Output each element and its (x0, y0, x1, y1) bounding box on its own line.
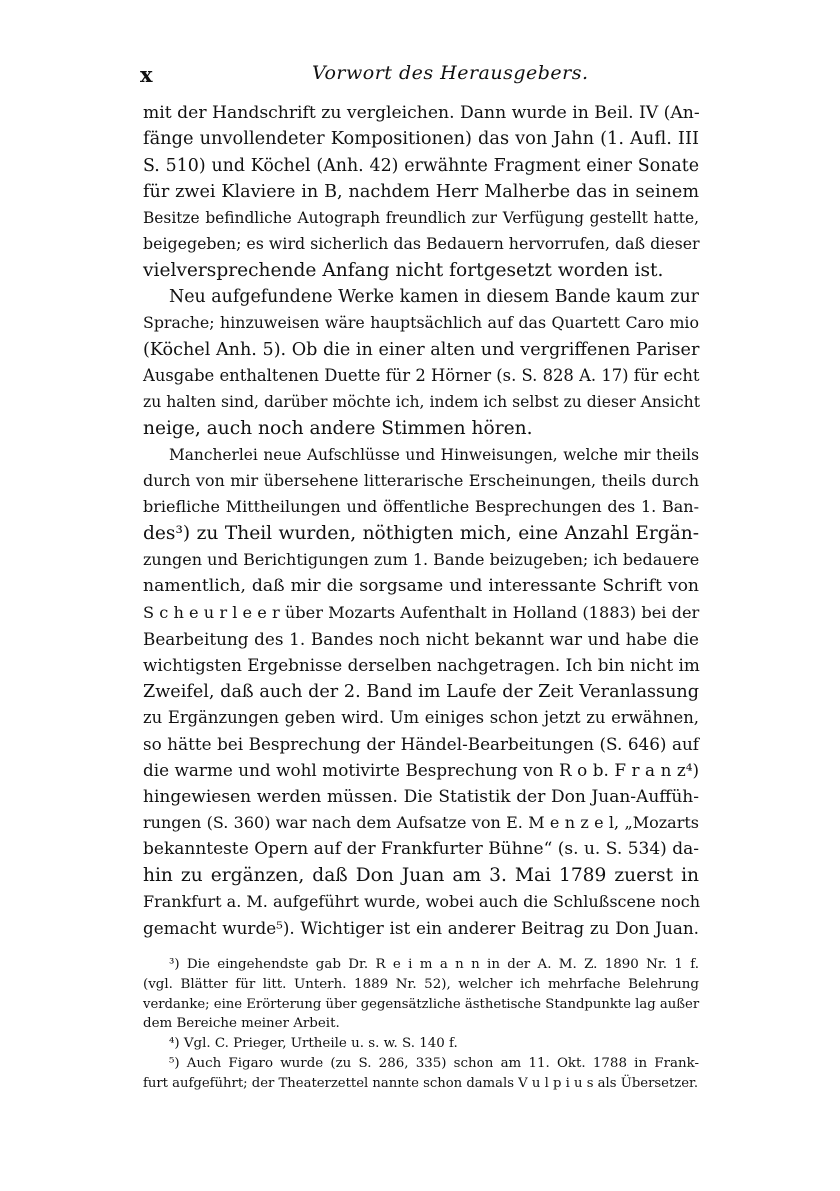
text-line: S c h e u r l e e r über Mozarts Aufenthalt in Holland (1883) bei der (143, 602, 700, 622)
text-line: wichtigsten Ergebnisse derselben nachgetragen. Ich bin nicht im (143, 655, 700, 676)
text-line: des³) zu Theil wurden, nöthigten mich, eine Anzahl Ergän- (143, 522, 699, 544)
text-line: Mancherlei neue Aufschlüsse und Hinweisungen, welche mir theils (169, 445, 699, 464)
footnote-line: (vgl. Blätter für litt. Unterh. 1889 Nr. 52), welcher ich mehrfache Belehrung (143, 976, 699, 992)
text-line: zungen und Berichtigungen zum 1. Bande beizugeben; ich bedauere (143, 550, 700, 570)
text-line: mit der Handschrift zu vergleichen. Dann wurde in Beil. IV (An- (143, 103, 700, 123)
text-line: die warme und wohl motivirte Besprechung von R o b. F r a n z⁴) (143, 760, 699, 781)
running-title: Vorwort des Herausgebers. (312, 62, 589, 84)
text-line: namentlich, daß mir die sorgsame und interessante Schrift von (143, 576, 699, 597)
text-line: hin zu ergänzen, daß Don Juan am 3. Mai 1789 zuerst in (143, 864, 699, 886)
text-line: beigegeben; es wird sicherlich das Bedauern hervorrufen, daß dieser (143, 234, 700, 254)
text-line: Neu aufgefundene Werke kamen in diesem Bande kaum zur (169, 287, 699, 308)
footnotes (143, 955, 699, 1094)
text-line: Besitze befindliche Autograph freundlich zur Verfügung gestellt hatte, (143, 209, 699, 228)
text-line: fänge unvollendeter Kompositionen) das von Jahn (1. Aufl. III (143, 128, 699, 150)
text-line: durch von mir übersehene litterarische Erscheinungen, theils durch (143, 471, 699, 491)
text-line: zu halten sind, darüber möchte ich, indem ich selbst zu dieser Ansicht (143, 393, 700, 412)
page-number: x (140, 62, 154, 87)
text-line: Frankfurt a. M. aufgeführt wurde, wobei auch die Schlußscene noch (143, 891, 701, 911)
footnote-line: ⁵) Auch Figaro wurde (zu S. 286, 335) schon am 11. Okt. 1788 in Frank- (169, 1055, 699, 1071)
footnote-line: dem Bereiche meiner Arbeit. (143, 1016, 340, 1032)
text-line: Bearbeitung des 1. Bandes noch nicht bekannt war und habe die (143, 628, 699, 649)
text-line: briefliche Mittheilungen und öffentliche Besprechungen des 1. Ban- (143, 497, 699, 517)
text-line: so hätte bei Besprechung der Händel-Bearbeitungen (S. 646) auf (143, 734, 699, 755)
footnote-line: furt aufgeführt; der Theaterzettel nannte schon damals V u l p i u s als Übersetzer. (143, 1075, 699, 1091)
body-text (143, 100, 699, 942)
text-line: vielversprechende Anfang nicht fortgesetzt worden ist. (143, 259, 664, 281)
footnote-line: ⁴) Vgl. C. Prieger, Urtheile u. s. w. S. 140 f. (169, 1036, 458, 1052)
text-line: S. 510) und Köchel (Anh. 42) erwähnte Fragment einer Sonate (143, 155, 699, 176)
page-header (136, 60, 706, 90)
text-line: Ausgabe enthaltenen Duette für 2 Hörner (s. S. 828 A. 17) für echt (143, 365, 700, 385)
footnote-line: ³) Die eingehendste gab Dr. R e i m a n n in der A. M. Z. 1890 Nr. 1 f. (169, 957, 699, 972)
text-line: hingewiesen werden müssen. Die Statistik der Don Juan-Auffüh- (143, 786, 699, 807)
text-line: (Köchel Anh. 5). Ob die in einer alten und vergriffenen Pariser (143, 339, 700, 360)
text-line: Sprache; hinzuweisen wäre hauptsächlich auf das Quartett Caro mio (143, 313, 699, 333)
text-line: neige, auch noch andere Stimmen hören. (143, 417, 533, 439)
footnote-line: verdanke; eine Erörterung über gegensätzliche ästhetische Standpunkte lag außer (143, 996, 700, 1012)
text-line: zu Ergänzungen geben wird. Um einiges schon jetzt zu erwähnen, (143, 707, 699, 727)
text-line: bekannteste Opern auf der Frankfurter Bühne“ (s. u. S. 534) da- (143, 839, 699, 860)
text-line: gemacht wurde⁵). Wichtiger ist ein anderer Beitrag zu Don Juan. (143, 918, 699, 939)
text-line: für zwei Klaviere in B, nachdem Herr Malherbe das in seinem (143, 181, 699, 202)
text-line: rungen (S. 360) war nach dem Aufsatze von E. M e n z e l, „Mozarts (143, 813, 699, 833)
text-line: Zweifel, daß auch der 2. Band im Laufe der Zeit Veranlassung (143, 681, 699, 702)
